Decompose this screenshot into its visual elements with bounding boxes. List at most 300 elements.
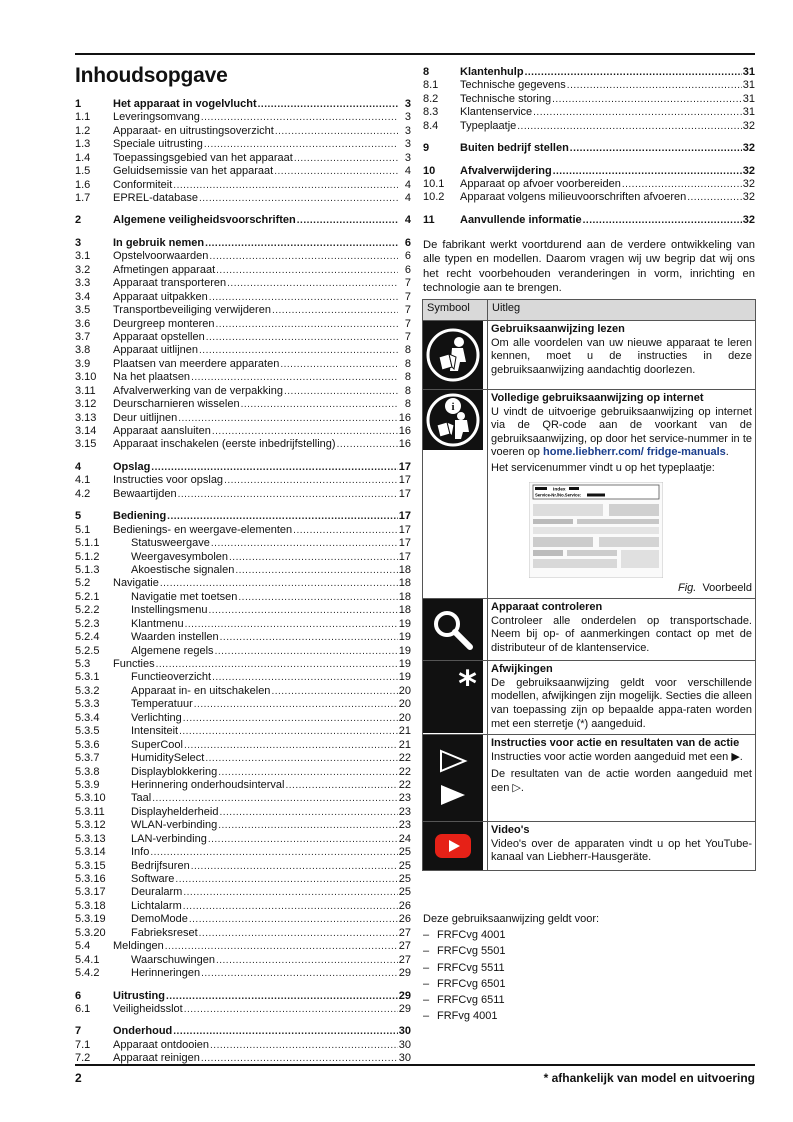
- toc-leader-dots: [238, 591, 397, 604]
- toc-entry-number: 3.12: [75, 398, 97, 411]
- toc-leader-dots: [205, 752, 397, 765]
- online-manual-icon: [423, 390, 483, 450]
- toc-entry-title: Apparaat op afvoer voorbereiden: [460, 178, 621, 191]
- toc-entry-title: Conformiteit: [113, 178, 173, 191]
- toc-entry-number: 5.3.12: [75, 819, 106, 832]
- toc-entry[interactable]: [75, 425, 411, 438]
- toc-entry-title: Navigatie: [113, 577, 159, 590]
- toc-entry-page: 8: [404, 398, 411, 411]
- toc-entry-number: 3.6: [75, 317, 91, 330]
- toc-entry-number: 5.3.9: [75, 778, 100, 791]
- toc-entry[interactable]: [75, 940, 411, 953]
- toc-entry-page: 26: [398, 913, 411, 926]
- toc-entry-title: Intensiteit: [131, 725, 179, 738]
- toc-entry-title: Het apparaat in vogelvlucht: [113, 97, 257, 110]
- plate-service-label: Service-Nr./No.Service:: [535, 492, 582, 498]
- symbol-row-actions: [423, 735, 756, 822]
- toc-entry-title: Apparaat volgens milieuvoorschriften afvoeren: [460, 191, 687, 204]
- toc-entry-page: 19: [398, 617, 411, 630]
- toc-entry[interactable]: [75, 752, 411, 765]
- toc-entry[interactable]: [75, 645, 411, 658]
- toc-entry[interactable]: [75, 766, 411, 779]
- toc-entry[interactable]: [75, 1039, 411, 1052]
- toc-entry[interactable]: [75, 304, 411, 317]
- toc-entry[interactable]: [75, 591, 411, 604]
- plate-index-label: Index: [553, 487, 566, 493]
- toc-entry-number: 5.4: [75, 940, 91, 953]
- toc-entry-number: 5.3.7: [75, 752, 100, 765]
- toc-entry-title: Software: [131, 873, 175, 886]
- toc-leader-dots: [552, 93, 742, 106]
- toc-entry-page: 20: [398, 711, 411, 724]
- toc-leader-dots: [165, 940, 398, 953]
- toc-entry[interactable]: [423, 79, 755, 92]
- toc-entry-page: 22: [398, 765, 411, 778]
- toc-entry-title: Fabrieksreset: [131, 926, 198, 939]
- toc-entry-number: 5.3.2: [75, 684, 100, 697]
- toc-entry-number: 10.2: [423, 191, 445, 204]
- toc-left-column: [75, 98, 411, 1066]
- toc-entry-page: 17: [398, 523, 411, 536]
- toc-entry-page: 7: [404, 317, 411, 330]
- toc-entry-number: 5.4.1: [75, 953, 100, 966]
- toc-leader-dots: [622, 178, 742, 191]
- toc-entry[interactable]: [75, 358, 411, 371]
- toc-entry[interactable]: [75, 510, 411, 523]
- toc-entry-number: 3.10: [75, 371, 97, 384]
- toc-entry-title: Apparaat uitlijnen: [113, 344, 199, 357]
- toc-leader-dots: [166, 990, 398, 1003]
- toc-entry[interactable]: [75, 792, 411, 805]
- toc-right-column: [423, 66, 755, 227]
- toc-leader-dots: [271, 685, 397, 698]
- toc-entry-title: Weergavesymbolen: [131, 550, 229, 563]
- toc-entry-number: 5.1.1: [75, 537, 100, 550]
- toc-entry[interactable]: [75, 618, 411, 631]
- toc-leader-dots: [150, 846, 397, 859]
- toc-leader-dots: [570, 142, 742, 155]
- toc-entry[interactable]: [75, 331, 411, 344]
- toc-entry-title: Technische gegevens: [460, 79, 566, 92]
- toc-entry[interactable]: [75, 461, 411, 474]
- toc-entry-number: 5.2: [75, 577, 91, 590]
- toc-entry-page: 6: [404, 250, 411, 263]
- toc-leader-dots: [173, 179, 398, 192]
- toc-leader-dots: [160, 577, 398, 590]
- toc-entry-number: 8.2: [423, 92, 439, 105]
- toc-entry[interactable]: [75, 967, 411, 980]
- toc-entry[interactable]: [75, 1003, 411, 1016]
- toc-leader-dots: [191, 371, 398, 384]
- toc-entry[interactable]: [75, 698, 411, 711]
- toc-entry-title: LAN-verbinding: [131, 832, 207, 845]
- toc-entry-page: 29: [398, 989, 411, 1002]
- outline-triangle-icon: ▷: [512, 781, 521, 794]
- toc-entry[interactable]: [75, 604, 411, 617]
- toc-entry-number: 9: [423, 142, 430, 155]
- model-item: – FRFvg 4001: [423, 1008, 599, 1024]
- toc-leader-dots: [206, 331, 398, 344]
- toc-entry-number: 5.3.14: [75, 846, 106, 859]
- toc-entry[interactable]: [423, 66, 755, 79]
- toc-entry-number: 3: [75, 236, 82, 249]
- toc-entry-number: 8.4: [423, 119, 439, 132]
- toc-entry-page: 27: [398, 940, 411, 953]
- toc-entry[interactable]: [423, 120, 755, 133]
- manuals-link[interactable]: home.liebherr.com/ fridge-manuals: [543, 446, 726, 459]
- triangle-icon: [423, 735, 483, 821]
- toc-entry[interactable]: [75, 488, 411, 501]
- toc-leader-dots: [178, 412, 398, 425]
- toc-entry-number: 5.3.20: [75, 926, 106, 939]
- toc-leader-dots: [183, 712, 398, 725]
- toc-entry-number: 5.3.19: [75, 913, 106, 926]
- toc-entry[interactable]: [423, 93, 755, 106]
- toc-entry[interactable]: [75, 125, 411, 138]
- toc-entry[interactable]: [75, 819, 411, 832]
- toc-entry-title: Deur uitlijnen: [113, 411, 178, 424]
- toc-leader-dots: [567, 79, 742, 92]
- toc-entry[interactable]: [75, 138, 411, 151]
- toc-entry-title: WLAN-verbinding: [131, 819, 218, 832]
- toc-entry-page: 29: [398, 967, 411, 980]
- toc-entry[interactable]: [75, 900, 411, 913]
- toc-entry-number: 5.4.2: [75, 967, 100, 980]
- toc-entry[interactable]: [75, 412, 411, 425]
- toc-entry[interactable]: [75, 537, 411, 550]
- link-end: .: [725, 446, 729, 459]
- toc-leader-dots: [294, 152, 398, 165]
- toc-entry-page: 30: [398, 1025, 411, 1038]
- toc-entry-title: Technische storing: [460, 92, 552, 105]
- toc-leader-dots: [208, 833, 398, 846]
- toc-entry-page: 7: [404, 277, 411, 290]
- toc-entry-number: 8: [423, 65, 430, 78]
- toc-entry-number: 5.3.18: [75, 899, 106, 912]
- toc-entry[interactable]: [75, 564, 411, 577]
- toc-entry[interactable]: [75, 725, 411, 738]
- toc-entry-title: In gebruik nemen: [113, 236, 205, 249]
- toc-entry-page: 8: [404, 371, 411, 384]
- toc-entry-page: 23: [398, 792, 411, 805]
- toc-entry-page: 3: [404, 111, 411, 124]
- symbol-text-online: U vindt de uitvoerige gebruiksaanwijzing op internet via de QR-code aan de voorkant van de gebruiksaanwijzing, op door het service-nummer in te voeren op: [491, 405, 752, 459]
- toc-entry-number: 1.1: [75, 111, 91, 124]
- toc-entry-number: 4.2: [75, 487, 91, 500]
- svg-text:i: i: [451, 401, 455, 413]
- toc-entry-title: Temperatuur: [131, 698, 193, 711]
- model-item: – FRFCvg 5501: [423, 943, 599, 959]
- toc-entry[interactable]: [75, 860, 411, 873]
- toc-leader-dots: [208, 604, 397, 617]
- toc-entry[interactable]: [75, 165, 411, 178]
- toc-entry-title: Algemene veiligheidsvoorschriften: [113, 214, 296, 227]
- toc-leader-dots: [212, 425, 398, 438]
- toc-leader-dots: [687, 191, 742, 204]
- toc-leader-dots: [272, 304, 398, 317]
- toc-entry[interactable]: [75, 631, 411, 644]
- toc-entry-number: 3.4: [75, 290, 91, 303]
- toc-entry-page: 4: [404, 214, 411, 227]
- toc-entry[interactable]: [423, 165, 755, 178]
- toc-entry-title: Afmetingen apparaat: [113, 263, 216, 276]
- toc-entry-number: 4.1: [75, 474, 91, 487]
- toc-entry[interactable]: [75, 385, 411, 398]
- toc-leader-dots: [293, 524, 398, 537]
- toc-entry-number: 5.2.1: [75, 590, 100, 603]
- toc-entry[interactable]: [423, 178, 755, 191]
- toc-leader-dots: [218, 766, 398, 779]
- toc-entry[interactable]: [75, 398, 411, 411]
- type-plate-image: [529, 482, 663, 578]
- toc-entry-page: 6: [404, 236, 411, 249]
- toc-entry-number: 5.3.13: [75, 832, 106, 845]
- toc-leader-dots: [178, 488, 398, 501]
- toc-entry[interactable]: [75, 215, 411, 228]
- toc-leader-dots: [173, 1025, 397, 1038]
- toc-entry-number: 3.14: [75, 425, 97, 438]
- toc-entry[interactable]: [75, 873, 411, 886]
- toc-entry-number: 3.8: [75, 344, 91, 357]
- symbol-row-videos: [423, 822, 756, 871]
- toc-entry[interactable]: [75, 779, 411, 792]
- toc-entry[interactable]: [75, 371, 411, 384]
- toc-entry-title: SuperCool: [131, 738, 183, 751]
- toc-entry[interactable]: [75, 318, 411, 331]
- toc-entry-number: 5.3.17: [75, 886, 106, 899]
- footer-note: * afhankelijk van model en uitvoering: [543, 1071, 755, 1085]
- toc-entry-page: 18: [398, 577, 411, 590]
- toc-entry-title: Functies: [113, 658, 155, 671]
- toc-entry[interactable]: [423, 142, 755, 155]
- toc-entry-number: 3.7: [75, 330, 91, 343]
- toc-entry[interactable]: [423, 106, 755, 119]
- toc-entry[interactable]: [75, 846, 411, 859]
- toc-entry[interactable]: [75, 990, 411, 1003]
- toc-entry[interactable]: [75, 344, 411, 357]
- toc-entry-page: 18: [398, 563, 411, 576]
- toc-leader-dots: [216, 954, 398, 967]
- toc-entry[interactable]: [75, 913, 411, 926]
- toc-entry-title: Deurgreep monteren: [113, 317, 215, 330]
- toc-entry-title: Navigatie met toetsen: [131, 590, 238, 603]
- toc-entry[interactable]: [75, 833, 411, 846]
- toc-leader-dots: [183, 900, 398, 913]
- toc-entry-title: Apparaat transporteren: [113, 277, 227, 290]
- toc-entry-title: Aanvullende informatie: [460, 213, 582, 226]
- toc-entry-number: 3.9: [75, 357, 91, 370]
- toc-entry[interactable]: [423, 192, 755, 205]
- toc-entry-title: Speciale uitrusting: [113, 138, 203, 151]
- toc-entry-page: 23: [398, 805, 411, 818]
- toc-entry[interactable]: [75, 237, 411, 250]
- symbol-text-check: Controleer alle onderdelen op transportschade. Neem bij op- of aanmerkingen contact op met de distributeur of de klantenservice.: [491, 614, 752, 654]
- toc-entry-page: 25: [398, 873, 411, 886]
- toc-leader-dots: [189, 913, 398, 926]
- toc-entry[interactable]: [75, 739, 411, 752]
- toc-entry[interactable]: [75, 179, 411, 192]
- toc-entry-number: 1.3: [75, 138, 91, 151]
- toc-leader-dots: [184, 739, 398, 752]
- figure-label: Fig.: [677, 581, 697, 594]
- toc-entry[interactable]: [75, 1025, 411, 1038]
- toc-entry[interactable]: [75, 277, 411, 290]
- symbol-title-videos: Video's: [491, 824, 530, 837]
- toc-leader-dots: [219, 806, 397, 819]
- toc-entry-page: 22: [398, 752, 411, 765]
- toc-entry-title: HumiditySelect: [131, 752, 205, 765]
- toc-entry[interactable]: [75, 111, 411, 124]
- toc-entry[interactable]: [75, 887, 411, 900]
- toc-entry[interactable]: [75, 250, 411, 263]
- toc-entry-title: Apparaat ontdooien: [113, 1038, 210, 1051]
- bottom-rule: [75, 1064, 755, 1066]
- toc-entry[interactable]: [75, 474, 411, 487]
- toc-leader-dots: [152, 792, 398, 805]
- toc-entry[interactable]: [75, 672, 411, 685]
- symbol-title-deviation: Afwijkingen: [491, 663, 553, 676]
- toc-entry-number: 5.3.8: [75, 765, 100, 778]
- toc-entry-page: 23: [398, 819, 411, 832]
- toc-leader-dots: [185, 618, 398, 631]
- page-number: 2: [75, 1071, 82, 1085]
- toc-entry[interactable]: [75, 577, 411, 590]
- toc-leader-dots: [337, 438, 398, 451]
- figure-caption: Voorbeeld: [702, 581, 752, 594]
- toc-leader-dots: [194, 698, 398, 711]
- toc-entry-title: Herinneringen: [131, 967, 201, 980]
- toc-entry[interactable]: [75, 712, 411, 725]
- symbol-text-online-2: Het servicenummer vindt u op het typeplaatje:: [491, 461, 715, 474]
- toc-entry-page: 32: [742, 191, 755, 204]
- toc-entry-number: 6: [75, 989, 82, 1002]
- toc-entry-title: Apparaat uitpakken: [113, 290, 208, 303]
- toc-entry-title: Waarden instellen: [131, 631, 219, 644]
- toc-leader-dots: [216, 264, 398, 277]
- toc-entry-title: Opstelvoorwaarden: [113, 250, 209, 263]
- toc-entry-number: 5.2.4: [75, 631, 100, 644]
- toc-entry-number: 5.2.3: [75, 617, 100, 630]
- toc-entry-title: Statusweergave: [131, 537, 210, 550]
- toc-entry[interactable]: [75, 152, 411, 165]
- toc-entry[interactable]: [75, 551, 411, 564]
- toc-entry-title: Uitrusting: [113, 989, 165, 1002]
- toc-entry-page: 3: [404, 97, 411, 110]
- toc-entry-page: 29: [398, 1002, 411, 1015]
- toc-entry-page: 31: [742, 65, 755, 78]
- symbol-row-read: [423, 321, 756, 390]
- toc-entry-number: 5.3.5: [75, 725, 100, 738]
- toc-entry[interactable]: [75, 524, 411, 537]
- toc-entry-number: 3.13: [75, 411, 97, 424]
- toc-entry-title: Displayhelderheid: [131, 805, 219, 818]
- toc-entry-title: Bediening: [113, 510, 167, 523]
- toc-entry[interactable]: [75, 291, 411, 304]
- actions-text2-end: .: [520, 781, 524, 794]
- toc-entry[interactable]: [75, 685, 411, 698]
- toc-entry-number: 8.3: [423, 106, 439, 119]
- toc-entry-title: Apparaat- en uitrustingsoverzicht: [113, 124, 274, 137]
- toc-leader-dots: [167, 510, 398, 523]
- toc-entry-number: 5.2.5: [75, 644, 100, 657]
- toc-entry-title: Na het plaatsen: [113, 371, 191, 384]
- toc-entry-page: 3: [404, 138, 411, 151]
- toc-entry-title: Herinnering onderhoudsinterval: [131, 778, 285, 791]
- toc-entry-title: Deuralarm: [131, 886, 183, 899]
- toc-leader-dots: [220, 631, 398, 644]
- toc-entry-number: 5.1: [75, 523, 91, 536]
- toc-entry-page: 22: [398, 778, 411, 791]
- toc-leader-dots: [215, 645, 398, 658]
- toc-leader-dots: [205, 237, 398, 250]
- toc-entry[interactable]: [75, 954, 411, 967]
- toc-entry[interactable]: [75, 264, 411, 277]
- toc-leader-dots: [209, 291, 398, 304]
- toc-entry-title: Klantenhulp: [460, 65, 524, 78]
- toc-leader-dots: [229, 551, 398, 564]
- toc-leader-dots: [212, 671, 398, 684]
- symbol-table-header: [423, 300, 756, 321]
- toc-entry-page: 7: [404, 330, 411, 343]
- toc-entry-title: Meldingen: [113, 940, 164, 953]
- toc-entry[interactable]: [75, 192, 411, 205]
- toc-entry-number: 5.1.2: [75, 550, 100, 563]
- toc-leader-dots: [183, 886, 397, 899]
- toc-entry-page: 7: [404, 304, 411, 317]
- toc-leader-dots: [224, 474, 398, 487]
- toc-entry-number: 5.3.6: [75, 738, 100, 751]
- symbol-text-actions-2: De resultaten van de actie worden aangeduid met een: [491, 768, 752, 794]
- toc-entry-page: 31: [742, 79, 755, 92]
- toc-entry-number: 6.1: [75, 1002, 91, 1015]
- toc-entry[interactable]: [75, 439, 411, 452]
- toc-entry[interactable]: [75, 806, 411, 819]
- magnifier-icon: [423, 599, 483, 660]
- toc-entry[interactable]: [75, 927, 411, 940]
- toc-leader-dots: [204, 138, 398, 151]
- toc-entry-number: 3.1: [75, 250, 91, 263]
- toc-entry-title: Bewaartijden: [113, 487, 177, 500]
- toc-entry-title: Leveringsomvang: [113, 111, 200, 124]
- asterisk-icon: *: [423, 661, 483, 733]
- toc-leader-dots: [583, 214, 742, 227]
- toc-entry[interactable]: [75, 98, 411, 111]
- toc-entry-title: Verlichting: [131, 711, 182, 724]
- top-rule: [75, 53, 755, 55]
- toc-entry-number: 5.3.10: [75, 792, 106, 805]
- toc-entry-title: Geluidsemissie van het apparaat: [113, 165, 274, 178]
- toc-entry-page: 27: [398, 926, 411, 939]
- toc-entry-title: Plaatsen van meerdere apparaten: [113, 357, 280, 370]
- toc-entry-number: 10: [423, 164, 436, 177]
- toc-entry-title: Apparaat reinigen: [113, 1052, 200, 1065]
- toc-entry-title: Instellingsmenu: [131, 604, 208, 617]
- toc-leader-dots: [218, 819, 398, 832]
- toc-entry-number: 4: [75, 460, 82, 473]
- toc-entry-page: 20: [398, 698, 411, 711]
- toc-entry-number: 5: [75, 510, 82, 523]
- toc-entry-title: Akoestische signalen: [131, 563, 235, 576]
- toc-leader-dots: [199, 927, 398, 940]
- toc-entry-page: 25: [398, 846, 411, 859]
- toc-entry-title: Algemene regels: [131, 644, 214, 657]
- toc-entry[interactable]: [75, 658, 411, 671]
- toc-entry-number: 3.2: [75, 263, 91, 276]
- symbol-row-check: [423, 599, 756, 661]
- toc-entry[interactable]: [423, 214, 755, 227]
- symbol-row-online: [423, 390, 756, 599]
- toc-leader-dots: [284, 385, 398, 398]
